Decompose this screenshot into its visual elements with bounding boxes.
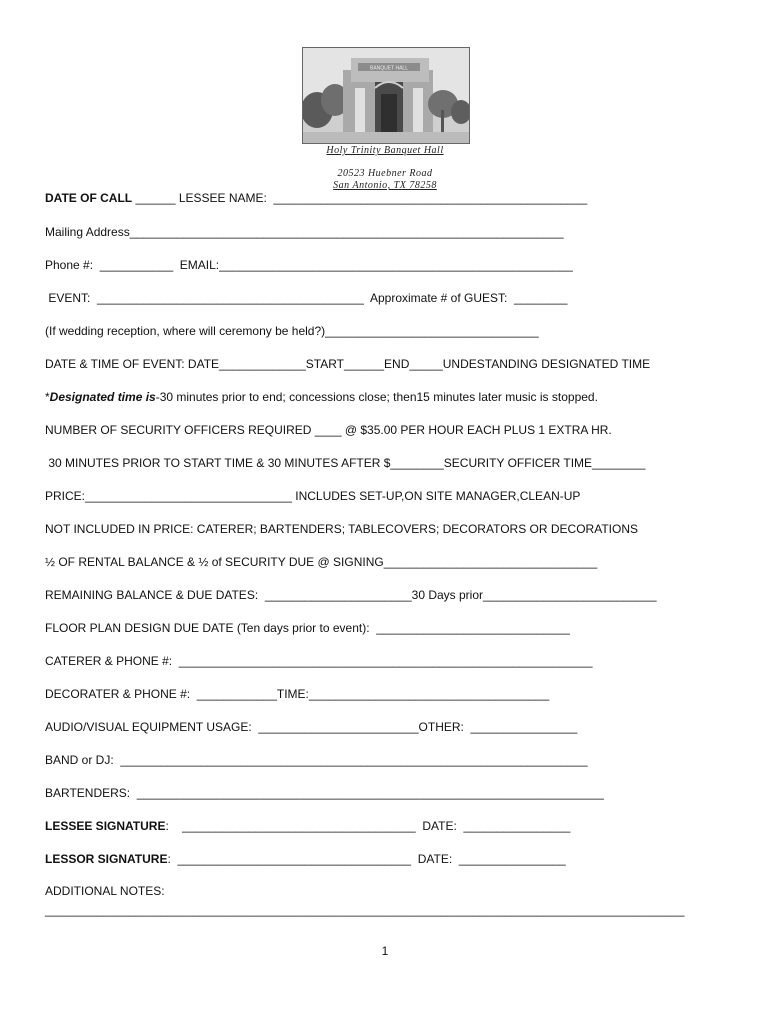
- designated-time-label: Designated time is: [49, 390, 156, 404]
- additional-notes-field[interactable]: ____________________________________________________________________________________________________: [45, 905, 685, 917]
- audio-visual-line[interactable]: AUDIO/VISUAL EQUIPMENT USAGE: ________________________OTHER: ________________: [45, 720, 578, 734]
- caterer-phone-line[interactable]: CATERER & PHONE #: ______________________________________________________________: [45, 654, 593, 668]
- security-time-line[interactable]: 30 MINUTES PRIOR TO START TIME & 30 MINUTES AFTER $________SECURITY OFFICER TIME________: [45, 456, 646, 470]
- event-date-time-line[interactable]: DATE & TIME OF EVENT: DATE_____________START______END_____UNDESTANDING DESIGNATED TIME: [45, 357, 651, 371]
- ceremony-location-line[interactable]: (If wedding reception, where will ceremony be held?)________________________________: [45, 324, 539, 338]
- phone-email-line[interactable]: Phone #: ___________ EMAIL:_____________________________________________________: [45, 258, 573, 272]
- lessor-signature-label: LESSOR SIGNATURE: [45, 852, 168, 866]
- band-dj-line[interactable]: BAND or DJ: ______________________________________________________________________: [45, 753, 588, 767]
- decorator-phone-line[interactable]: DECORATER & PHONE #: ____________TIME:____________________________________: [45, 687, 550, 701]
- not-included-line: NOT INCLUDED IN PRICE: CATERER; BARTENDERS; TABLECOVERS; DECORATORS OR DECORATIONS: [45, 522, 638, 536]
- additional-notes-label: ADDITIONAL NOTES:: [45, 884, 165, 898]
- asterisk: *: [45, 390, 50, 404]
- security-officers-line[interactable]: NUMBER OF SECURITY OFFICERS REQUIRED ____ @ $35.00 PER HOUR EACH PLUS 1 EXTRA HR.: [45, 423, 612, 437]
- lessee-signature-label: LESSEE SIGNATURE: [45, 819, 166, 833]
- lessor-signature-line[interactable]: [45, 852, 566, 866]
- address-city: San Antonio, TX 78258: [333, 180, 437, 191]
- designated-time-text: -30 minutes prior to end; concessions close; then15 minutes later music is stopped.: [155, 390, 598, 404]
- date-of-call-label: DATE OF CALL: [45, 191, 133, 205]
- lessee-name-field[interactable]: ______ LESSEE NAME: _______________________________________________: [132, 191, 588, 205]
- mailing-address-line[interactable]: Mailing Address_________________________________________________________________: [45, 225, 564, 239]
- banquet-hall-photo: [302, 47, 470, 144]
- event-guest-line[interactable]: EVENT: ________________________________________ Approximate # of GUEST: ________: [45, 291, 568, 305]
- floor-plan-line[interactable]: FLOOR PLAN DESIGN DUE DATE (Ten days prior to event): _____________________________: [45, 621, 570, 635]
- remaining-balance-line[interactable]: REMAINING BALANCE & DUE DATES: ______________________30 Days prior__________________________: [45, 588, 657, 602]
- designated-time-note: [45, 390, 598, 404]
- bartenders-line[interactable]: BARTENDERS: ______________________________________________________________________: [45, 786, 604, 800]
- address-street: 20523 Huebner Road: [337, 168, 433, 179]
- price-line[interactable]: PRICE:_______________________________ INCLUDES SET-UP,ON SITE MANAGER,CLEAN-UP: [45, 489, 581, 503]
- date-of-call-lessee-name-line[interactable]: [45, 191, 587, 205]
- lessee-signature-field[interactable]: : ___________________________________ DATE: ________________: [165, 819, 571, 833]
- venue-name: Holy Trinity Banquet Hall: [326, 145, 444, 156]
- photo-sign-text: BANQUET HALL: [370, 65, 408, 72]
- lessor-signature-field[interactable]: : ___________________________________ DATE: ________________: [167, 852, 566, 866]
- page-number: 1: [381, 944, 389, 958]
- rental-balance-line[interactable]: ½ OF RENTAL BALANCE & ½ of SECURITY DUE @ SIGNING________________________________: [45, 555, 598, 569]
- lessee-signature-line[interactable]: [45, 819, 570, 833]
- building-illustration: [303, 48, 469, 143]
